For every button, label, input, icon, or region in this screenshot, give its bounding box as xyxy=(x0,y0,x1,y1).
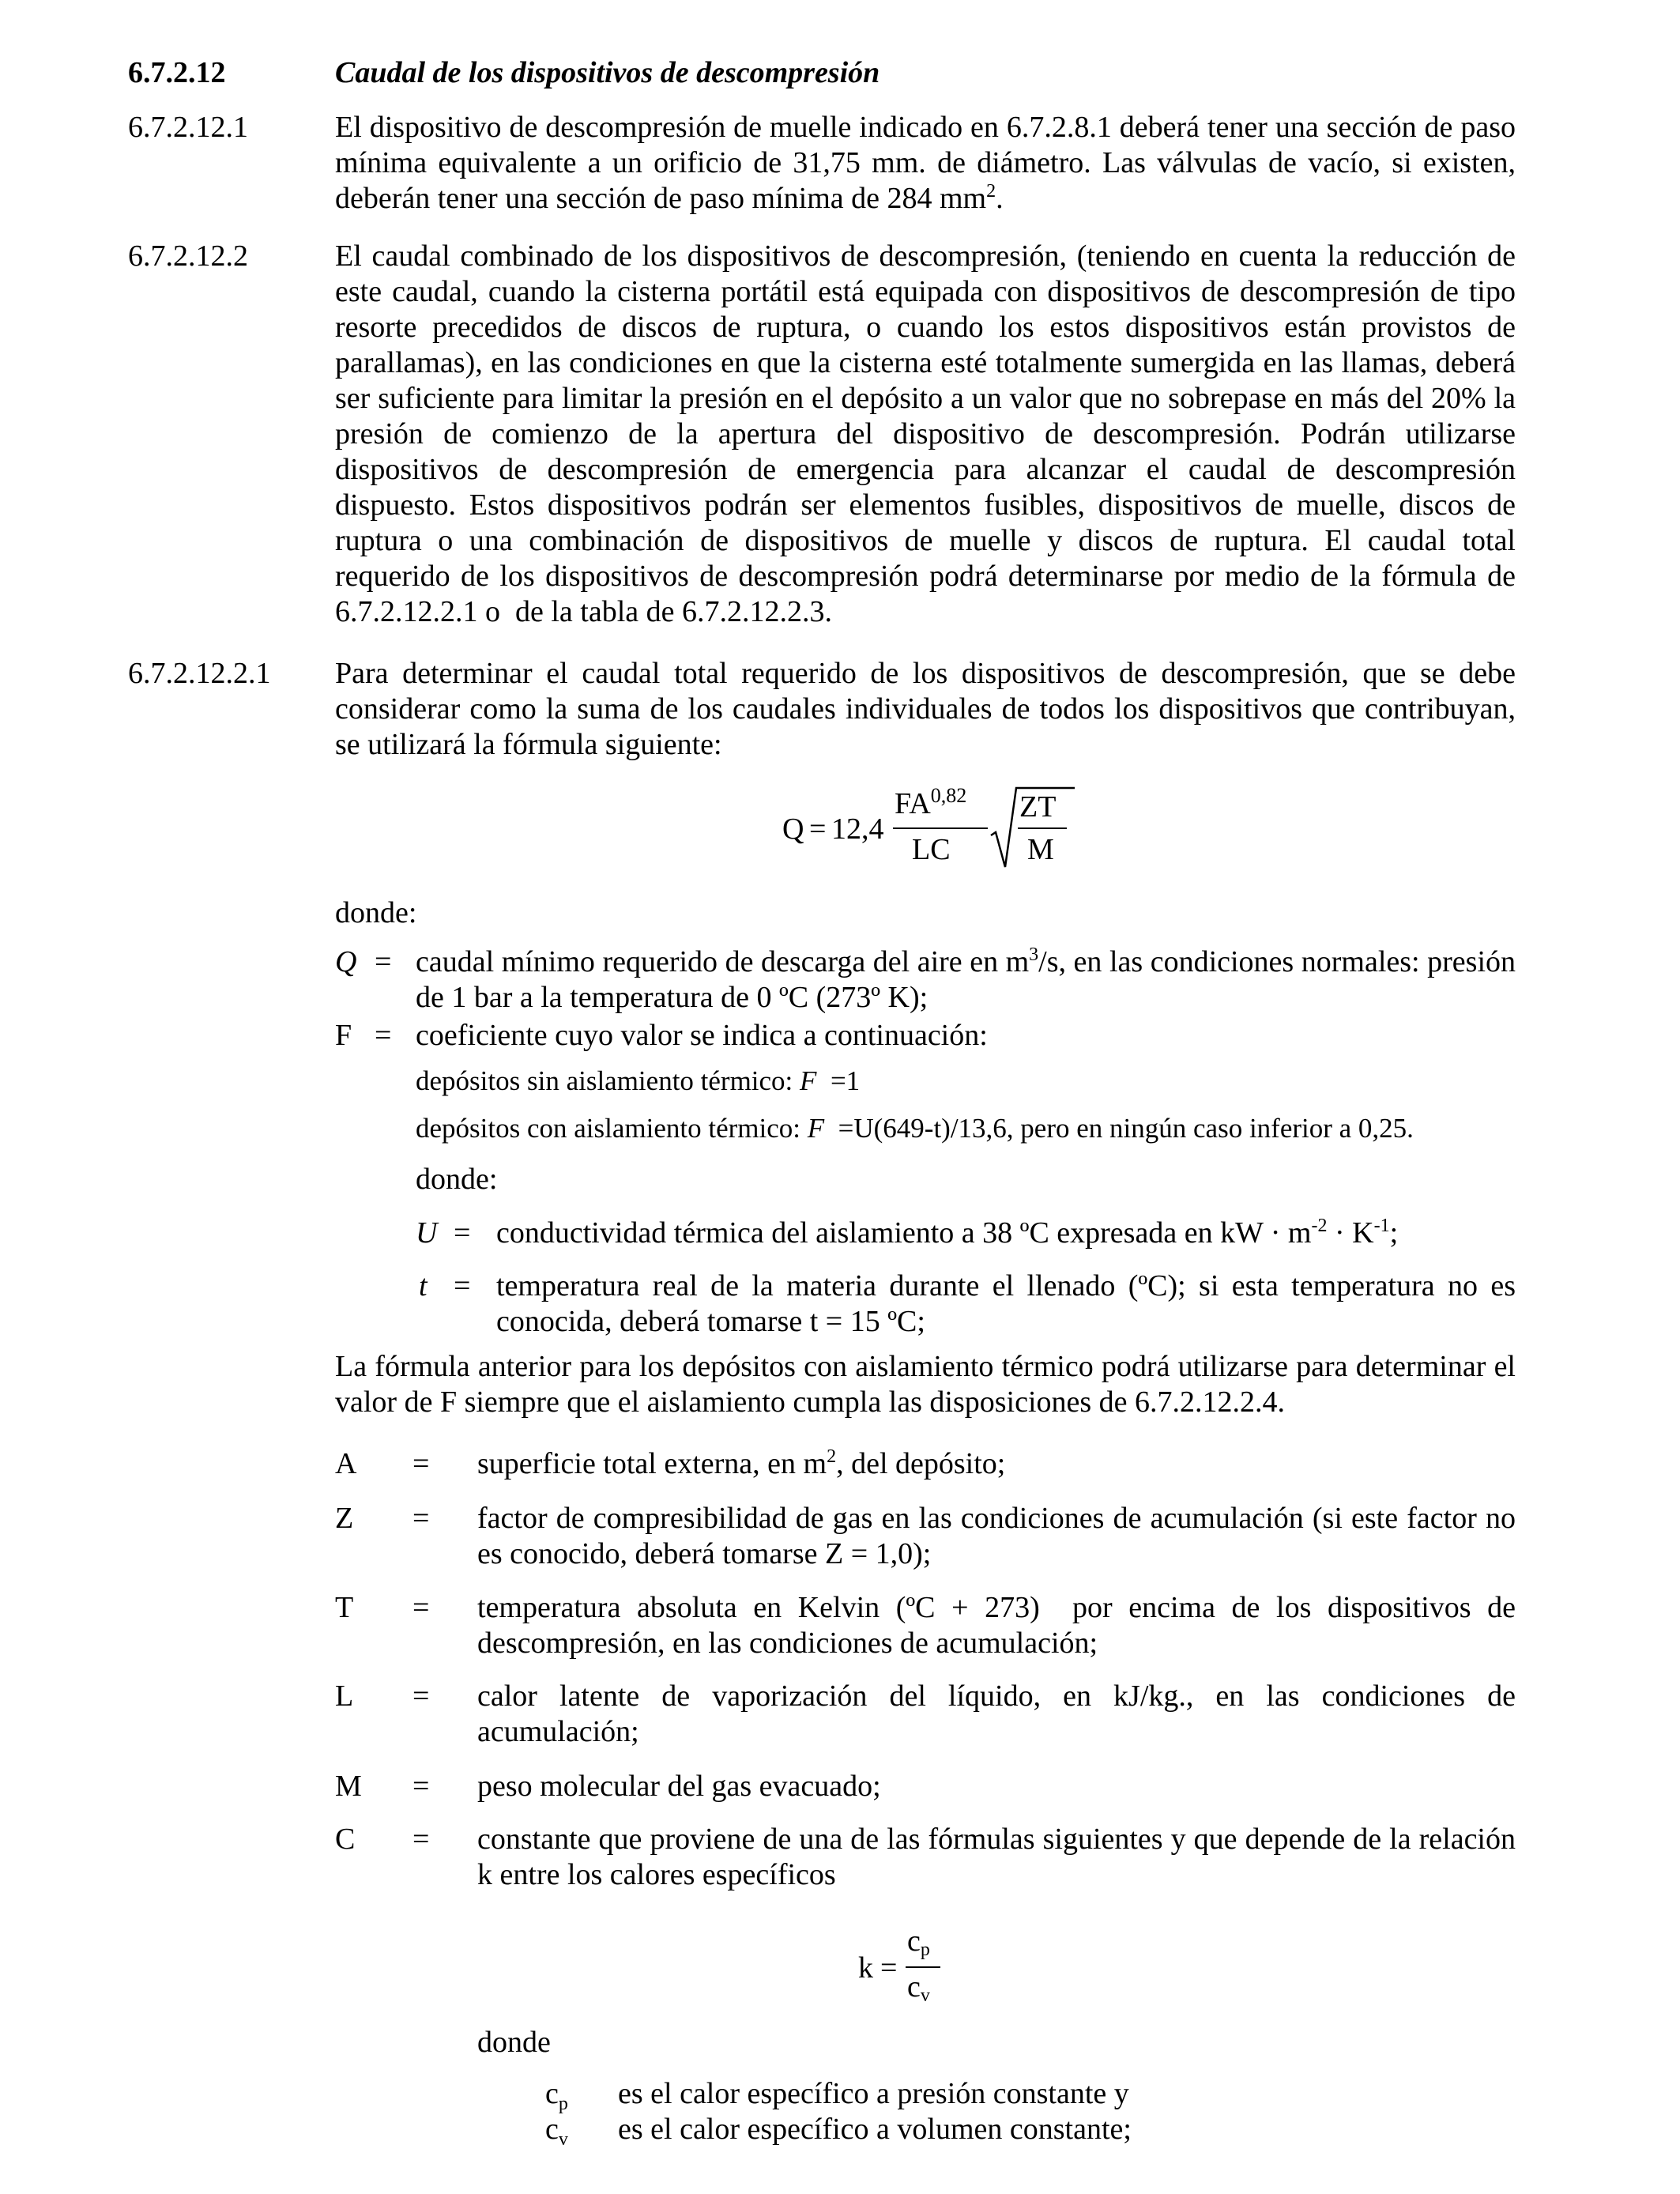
definition-symbol: Q xyxy=(335,945,357,978)
section-title: Caudal de los dispositivos de descompresión xyxy=(335,56,880,89)
definition-equals: = xyxy=(375,945,392,978)
formula-denominator: LC xyxy=(912,833,951,866)
definition-equals: = xyxy=(412,1502,430,1535)
definition-text: conductividad térmica del aislamiento a 38 ºC expresada en kW · $m^{-2} \cdot K^{-1}$; xyxy=(496,1216,1399,1250)
where-label: donde: xyxy=(416,1163,498,1196)
cv-definition: es el calor específico a volumen constante; xyxy=(618,2113,1132,2146)
section-number: 6.7.2.12 xyxy=(128,56,226,89)
where-label: donde: xyxy=(335,896,417,929)
k-equals: = xyxy=(880,1951,898,1985)
insulation-note: La fórmula anterior para los depósitos con aislamiento térmico podrá utilizarse para determinar el valor de F siempre que el aislamiento cumpla las disposiciones de 6.7.2.12.2.4. xyxy=(335,1350,1516,1419)
paragraph-number: 6.7.2.12.1 xyxy=(128,111,248,144)
definition-text: coeficiente cuyo valor se indica a continuación: xyxy=(416,1019,988,1052)
paragraph-text: Para determinar el caudal total requerido de los dispositivos de descompresión, que se debe considerar como la suma de los caudales individuales de todos los dispositivos que contribuyan, se utilizará la fórmula siguiente: xyxy=(335,657,1516,761)
definition-text: peso molecular del gas evacuado; xyxy=(477,1770,881,1803)
cp-definition: es el calor específico a presión constante y xyxy=(618,2077,1129,2110)
definition-text: factor de compresibilidad de gas en las condiciones de acumulación (si este factor no es conocido, deberá tomarse Z = 1,0); xyxy=(477,1502,1516,1570)
definition-equals: = xyxy=(375,1019,392,1052)
cv-symbol: $c_v$ xyxy=(545,2113,568,2150)
definition-text: temperatura absoluta en Kelvin (ºC + 273) por encima de los dispositivos de descompresión, en las condiciones de acumulación; xyxy=(477,1591,1516,1660)
fraction-bar xyxy=(893,827,988,829)
definition-text: caudal mínimo requerido de descarga del aire en $m^3/s$, en las condiciones normales: presión de 1 bar a la temperatura de 0 ºC (273º K); xyxy=(416,944,1516,1014)
definition-symbol: M xyxy=(335,1770,362,1803)
definition-text: calor latente de vaporización del líquido, en kJ/kg., en las condiciones de acumulación; xyxy=(477,1679,1516,1748)
definition-symbol: L xyxy=(335,1679,354,1713)
paragraph-number: 6.7.2.12.2 xyxy=(128,239,248,273)
root-numerator: ZT xyxy=(1019,790,1057,824)
k-fraction-bar xyxy=(906,1966,940,1968)
definition-equals: = xyxy=(412,1591,430,1624)
definition-equals: = xyxy=(412,1823,430,1856)
definition-equals: = xyxy=(454,1269,471,1302)
formula-exponent: 0,82 xyxy=(930,784,967,807)
formula-numerator xyxy=(895,786,966,824)
definition-symbol: C xyxy=(335,1823,356,1856)
paragraph-text: El caudal combinado de los dispositivos de descompresión, (teniendo en cuenta la reducción de este caudal, cuando la cisterna portátil está equipada con dispositivos de descompresión de tipo resorte precedidos de discos de ruptura, o cuando los estos dispositivos están provistos de parallamas), en las condiciones en que la cisterna esté totalmente sumergida en las llamas, deberá ser suficiente para limitar la presión en el depósito a un valor que no sobrepase en más del 20% la presión de comienzo de la apertura del dispositivo de descompresión. Podrán utilizarse dispositivos de descompresión de emergencia para alcanzar el caudal de descompresión dispuesto. Estos dispositivos podrán ser elementos fusibles, dispositivos de muelle, discos de ruptura o una combinación de dispositivos de muelle y discos de ruptura. El caudal total requerido de los dispositivos de descompresión podrá determinarse por medio de la fórmula de 6.7.2.12.2.1 o de la tabla de 6.7.2.12.2.3. xyxy=(335,239,1516,628)
definition-equals: = xyxy=(412,1447,430,1480)
definition-symbol: F xyxy=(335,1019,352,1052)
cp-symbol: $c_p$ xyxy=(545,2077,568,2114)
k-lhs: k xyxy=(858,1951,873,1985)
definition-symbol: Z xyxy=(335,1502,354,1535)
f-case-uninsulated: depósitos sin aislamiento térmico: F =1 xyxy=(416,1065,861,1096)
paragraph-number: 6.7.2.12.2.1 xyxy=(128,657,271,690)
root-denominator: M xyxy=(1027,833,1054,866)
definition-symbol: A xyxy=(335,1447,357,1480)
formula-numerator-base: FA xyxy=(895,787,931,820)
definition-text: constante que proviene de una de las fórmulas siguientes y que depende de la relación k entre los calores específicos xyxy=(477,1823,1516,1891)
formula-equals: = xyxy=(809,812,827,846)
formula-coefficient: 12,4 xyxy=(831,812,884,846)
f-case-insulated: depósitos con aislamiento térmico: F =U(649-t)/13,6, pero en ningún caso inferior a 0,25. xyxy=(416,1113,1414,1144)
definition-equals: = xyxy=(412,1679,430,1713)
root-fraction-bar xyxy=(1018,827,1067,829)
definition-text: superficie total externa, en $m^2$, del depósito; xyxy=(477,1446,1006,1480)
where-label: donde xyxy=(477,2026,551,2059)
flow-formula xyxy=(782,786,1098,881)
k-denominator: cv xyxy=(907,1970,930,2006)
k-numerator: cp xyxy=(907,1924,930,1960)
definition-text: temperatura real de la materia durante el llenado (ºC); si esta temperatura no es conocida, deberá tomarse t = 15 ºC; xyxy=(496,1269,1516,1338)
definition-symbol: U xyxy=(416,1216,438,1250)
definition-symbol: T xyxy=(335,1591,354,1624)
paragraph-text: El dispositivo de descompresión de muelle indicado en 6.7.2.8.1 deberá tener una sección de paso mínima equivalente a un orificio de 31,75 mm. de diámetro. Las válvulas de vacío, si existen, deberán tener una sección de paso mínima de 284 $mm^2$. xyxy=(335,111,1516,215)
definition-equals: = xyxy=(454,1216,471,1250)
formula-lhs: Q xyxy=(782,812,804,846)
definition-equals: = xyxy=(412,1770,430,1803)
k-formula xyxy=(858,1924,969,2015)
definition-symbol: t xyxy=(419,1269,428,1302)
